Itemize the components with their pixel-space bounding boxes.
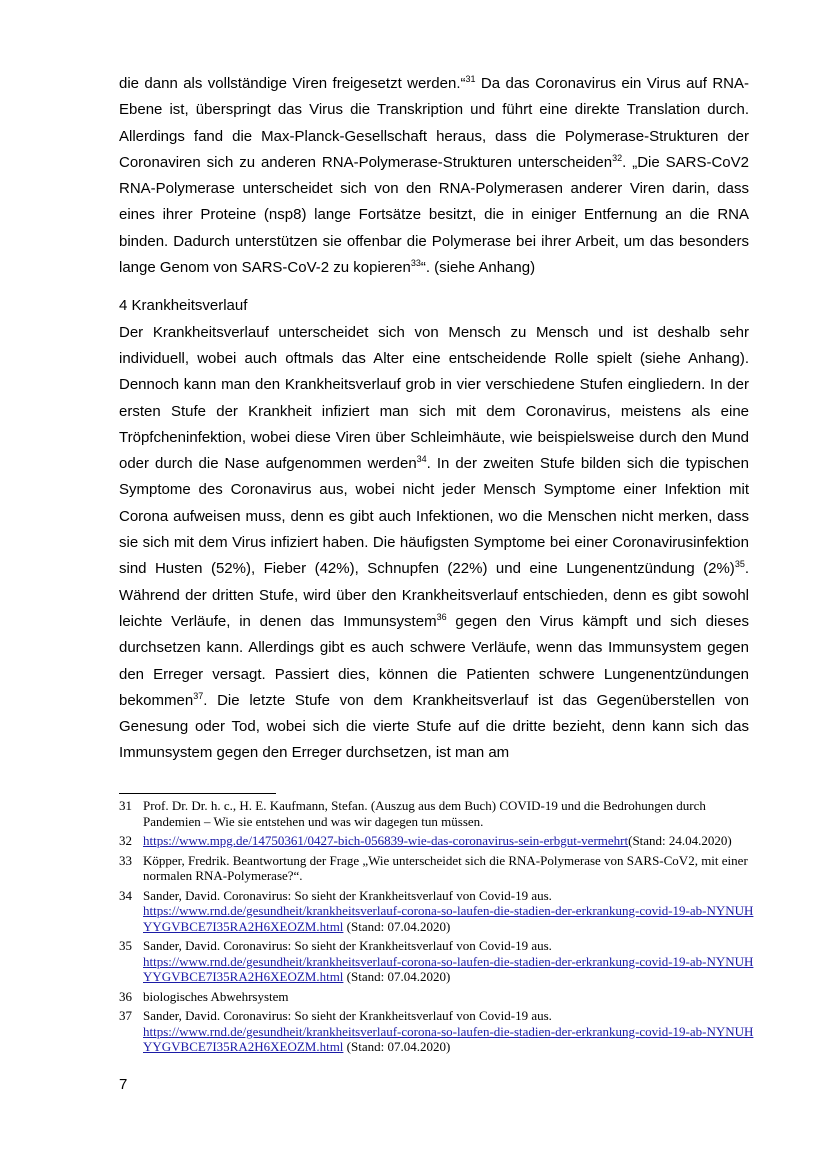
footnote-link[interactable]: https://www.rnd.de/gesundheit/krankheitsverlauf-corona-so-laufen-die-stadien-der-erkrankung-covid-19-ab-NYNUHYYGVBCE7I35RA2H6XEOZM.html	[143, 1023, 754, 1054]
footnote-36	[119, 989, 759, 1005]
footnote-text: Sander, David. Coronavirus: So sieht der Krankheitsverlauf von Covid-19 aus.	[143, 938, 552, 953]
footnote-ref-37[interactable]: 37	[193, 690, 204, 701]
footnote-31	[119, 798, 759, 829]
footnote-35: 35 Sander, David. Coronavirus: So sieht der Krankheitsverlauf von Covid-19 aus. https://www.rnd.de/gesundheit/krankheitsverlauf-corona-so-laufen-die-stadien-der-erkrankung-covid-19-ab-NYNUHYYGVBCE7I35RA2H6XEOZM.html (Stand: 07.04.2020)	[119, 938, 754, 984]
page-number: 7	[119, 1076, 128, 1093]
footnote-number: 37	[119, 1008, 132, 1023]
footnote-text: Sander, David. Coronavirus: So sieht der Krankheitsverlauf von Covid-19 aus.	[143, 887, 552, 903]
footnote-32: 32 https://www.mpg.de/14750361/0427-bich-056839-wie-das-coronavirus-sein-erbgut-vermehrt(Stand: 24.04.2020)	[119, 833, 732, 848]
section-heading: 4 Krankheitsverlauf	[119, 297, 248, 315]
footnote-number: 32	[119, 833, 132, 848]
footnote-text: Sander, David. Coronavirus: So sieht der Krankheitsverlauf von Covid-19 aus.	[143, 1008, 552, 1023]
footnotes	[119, 798, 759, 1059]
footnote-ref-36[interactable]: 36	[436, 611, 447, 622]
body-text	[119, 71, 749, 767]
footnote-link[interactable]: https://www.rnd.de/gesundheit/krankheitsverlauf-corona-so-laufen-die-stadien-der-erkrankung-covid-19-ab-NYNUHYYGVBCE7I35RA2H6XEOZM.html	[143, 953, 754, 984]
footnote-ref-31[interactable]: 31	[465, 74, 476, 84]
footnote-number: 33	[119, 852, 132, 868]
footnote-34: 34 Sander, David. Coronavirus: So sieht der Krankheitsverlauf von Covid-19 aus. https://www.rnd.de/gesundheit/krankheitsverlauf-corona-so-laufen-die-stadien-der-erkrankung-covid-19-ab-NYNUHYYGVBCE7I35RA2H6XEOZM.html (Stand: 07.04.2020)	[119, 887, 754, 934]
footnote-ref-35[interactable]: 35	[734, 559, 745, 570]
paragraph-polymerase: die dann als vollständige Viren freigesetzt werden.“$^{31}$ Da das Coronavirus ein Virus auf RNA-Ebene ist, überspringt das Virus die Transkription und führt eine direkte Translation durch. Allerdings fand die Max-Planck-Gesellschaft heraus, dass die Polymerase-Strukturen der Coronaviren sich zu anderen RNA-Polymerase-Strukturen unterscheiden$^{32}$. „Die SARS-CoV2 RNA-Polymerase unterscheidet sich von den RNA-Polymerasen anderer Viren darin, dass eines ihrer Proteine (nsp8) lange Fortsätze besitzt, die in einiger Entfernung an die RNA binden. Dadurch unterstützen sie offenbar die Polymerase bei ihrer Arbeit, um das besonders lange Genom von SARS-CoV-2 zu kopieren$^{33}$“. (siehe Anhang)	[119, 74, 749, 277]
footnote-ref-32[interactable]: 32	[612, 152, 623, 163]
footnote-separator	[119, 793, 276, 794]
footnote-text: Prof. Dr. Dr. h. c., H. E. Kaufmann, Stefan. (Auszug aus dem Buch) COVID-19 und die Bedrohungen durch Pandemien – Wie sie entstehen und was wir dagegen tun müssen.	[143, 798, 706, 829]
paragraph-krankheitsverlauf: Der Krankheitsverlauf unterscheidet sich von Mensch zu Mensch und ist deshalb sehr individuell, wobei auch oftmals das Alter eine entscheidende Rolle spielt (siehe Anhang). Dennoch kann man den Krankheitsverlauf grob in vier verschiedene Stufen eingliedern. In der ersten Stufe der Krankheit infiziert man sich mit dem Coronavirus, meistens als eine Tröpfcheninfektion, wobei diese Viren über Schleimhäute, wie beispielsweise durch den Mund oder durch die Nase aufgenommen werden$^{34}$. In der zweiten Stufe bilden sich die typischen Symptome des Coronavirus aus, wobei nicht jeder Mensch Symptome einer Infektion mit Corona aufweisen muss, denn es gibt auch Infektionen, wo die Menschen nicht merken, dass sie sich mit dem Virus infiziert haben. Die häufigsten Symptome bei einer Coronavirusinfektion sind Husten (52%), Fieber (42%), Schnupfen (22%) und eine Lungenentzündung $(2\%)^{35}$. Während der dritten Stufe, wird über den Krankheitsverlauf entschieden, denn es gibt sowohl leichte Verläufe, in denen das Immunsystem$^{36}$ gegen den Virus kämpft und sich dieses durchsetzen kann. Allerdings gibt es auch schwere Verläufe, wenn das Immunsystem gegen den Erreger versagt. Passiert dies, können die Patienten schwere Lungenentzündungen bekommen$^{37}$. Die letzte Stufe von dem Krankheitsverlauf ist das Gegenüberstellen von Genesung oder Tod, wobei sich die vierte Stufe auf die dritte bezieht, denn kann sich das Immunsystem gegen den Erreger durchsetzen, ist man am	[119, 323, 749, 762]
footnote-link[interactable]: https://www.rnd.de/gesundheit/krankheitsverlauf-corona-so-laufen-die-stadien-der-erkrankung-covid-19-ab-NYNUHYYGVBCE7I35RA2H6XEOZM.html	[143, 903, 754, 934]
footnote-link[interactable]: https://www.mpg.de/14750361/0427-bich-056839-wie-das-coronavirus-sein-erbgut-vermehrt	[143, 833, 629, 848]
footnote-number: 36	[119, 988, 132, 1004]
footnote-text: Köpper, Fredrik. Beantwortung der Frage „Wie unterscheidet sich die RNA-Polymerase von SARS-CoV2, mit einer normalen RNA-Polymerase?“.	[143, 852, 748, 883]
footnote-ref-34[interactable]: 34	[416, 454, 427, 465]
footnote-number: 35	[119, 938, 132, 953]
footnote-number: 34	[119, 887, 132, 903]
footnote-text: biologisches Abwehrsystem	[143, 988, 289, 1004]
footnote-33	[119, 853, 759, 884]
footnote-37: 37 Sander, David. Coronavirus: So sieht der Krankheitsverlauf von Covid-19 aus. https://www.rnd.de/gesundheit/krankheitsverlauf-corona-so-laufen-die-stadien-der-erkrankung-covid-19-ab-NYNUHYYGVBCE7I35RA2H6XEOZM.html (Stand: 07.04.2020)	[119, 1008, 754, 1054]
footnote-ref-33[interactable]: 33	[410, 258, 421, 269]
footnote-number: 31	[119, 798, 132, 813]
